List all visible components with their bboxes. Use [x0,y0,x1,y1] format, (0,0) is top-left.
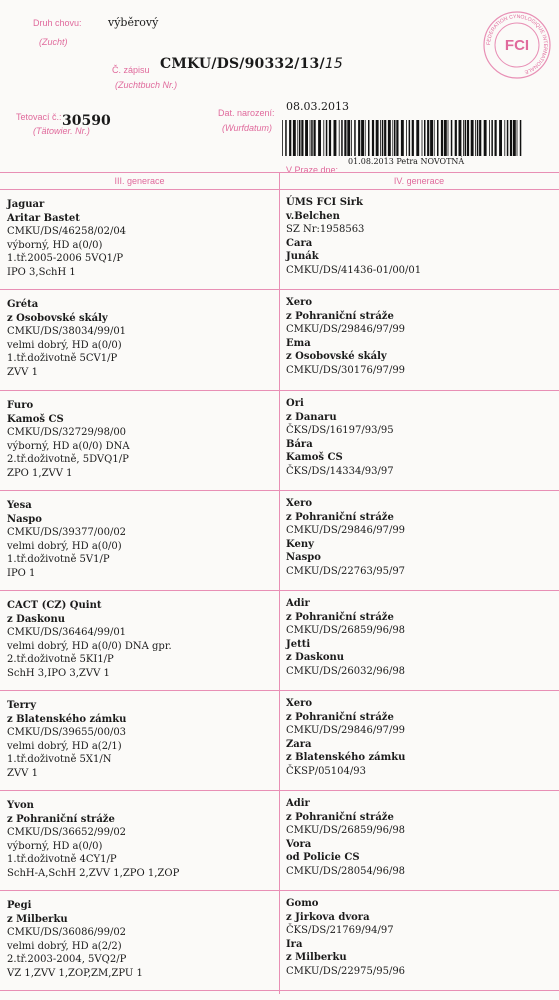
grandparent-line: SchH-A,SchH 2,ZVV 1,ZPO 1,ZOP [7,867,180,879]
barcode-bar [448,120,449,156]
great-grandparent-line: ÚMS FCI Sirk [286,197,363,208]
barcode-bar [314,120,316,156]
barcode-bar [368,120,370,156]
barcode-bar [396,120,398,156]
breed-label: Druh chovu: [33,18,82,28]
great-grandparent-line: CMKU/DS/26859/96/98 [286,625,406,637]
tattoo-value: 30590 [62,113,111,129]
barcode-bar [372,120,374,156]
great-grandparent-line: Junák [286,251,319,263]
grandparent-line: IPO 1 [7,567,36,579]
barcode-bar [361,120,364,156]
grandparent-line: 1.tř.doživotně 4CY1/P [7,854,117,866]
grandparent-line: z Daskonu [7,613,66,625]
barcode-bar [293,120,296,156]
grandparent-line: z Pohraniční stráže [7,813,115,825]
generation-4-header: IV. generace [393,176,445,186]
great-grandparent-line: v.Belchen [286,210,340,222]
barcode-bar [430,120,433,156]
great-grandparent-line: Naspo [286,552,321,564]
barcode-bar [339,120,340,156]
barcode-bar [513,120,516,156]
grandparent-cell [7,298,272,380]
great-grandparent-line: ČKSP/05104/93 [286,765,366,777]
great-grandparent-line: CMKU/DS/22763/95/97 [286,565,406,577]
tattoo-label: Tetovací č.: [16,112,62,122]
barcode-bar [489,120,490,156]
great-grandparent-line: ČKS/DS/16197/93/95 [286,425,394,437]
great-grandparent-line: Xero [286,297,313,308]
great-grandparent-line: Adir [286,798,310,809]
grandparent-line: ZPO 1,ZVV 1 [7,467,73,479]
great-grandparent-line: Adir [286,598,310,609]
great-grandparent-line: CMKU/DS/41436-01/00/01 [286,264,422,276]
grandparent-cell [7,499,272,581]
grandparent-cell [7,198,272,280]
barcode-bar [422,120,423,156]
barcode-bar [465,120,467,156]
barcode-bar [475,120,476,156]
barcode-bar [334,120,337,156]
great-grandparents-cell [286,397,554,479]
grandparent-line: CMKU/DS/32729/98/00 [7,427,127,439]
barcode-bar [282,120,283,156]
grandparent-line: z Blatenského zámku [7,713,127,725]
great-grandparent-line: Zara [286,738,312,750]
barcode-bar [388,120,391,156]
barcode-bar [441,120,443,156]
grandparent-line: 2.tř.2003-2004, 5VQ2/P [7,954,127,966]
grandparent-line: Terry [7,700,37,711]
grandparent-line: 1.tř.doživotně 5X1/N [7,754,112,766]
grandparent-line: velmi dobrý, HD a(0/0) [7,540,122,552]
grandparent-line: CMKU/DS/39655/00/03 [7,727,127,739]
grandparent-line: z Milberku [7,913,68,925]
barcode-bar [382,120,384,156]
great-grandparent-line: ČKS/DS/21769/94/97 [286,925,394,937]
great-grandparent-line: z Milberku [286,952,347,964]
grandparent-line: SchH 3,IPO 3,ZVV 1 [7,667,110,679]
barcode-bar [517,120,518,156]
grandparent-cell [7,799,272,881]
grandparent-line: CMKU/DS/38034/99/01 [7,326,127,338]
great-grandparent-line: Jetti [286,638,311,650]
breed-label-de: (Zucht) [39,37,68,47]
great-grandparent-line: CMKU/DS/26859/96/98 [286,825,406,837]
grandparent-line: Aritar Bastet [7,212,80,224]
barcode-bar [305,120,308,156]
great-grandparent-line: z Blatenského zámku [286,752,406,764]
grandparent-line: IPO 3,SchH 1 [7,266,76,278]
grandparent-line: výborný, HD a(0/0) [7,840,103,852]
grandparent-line: Kamoš CS [7,413,64,425]
grandparent-line: 2.tř.doživotně 5KI1/P [7,654,114,666]
barcode-bar [424,120,426,156]
grandparent-line: CMKU/DS/39377/00/02 [7,527,127,539]
stud-label: Č. zápisu [112,65,150,75]
barcode-bar [297,120,298,156]
barcode-bar [412,120,414,156]
grandparent-line: ZVV 1 [7,366,38,378]
great-grandparents-cell [286,697,554,779]
barcode-bar [392,120,393,156]
great-grandparents-cell [286,897,554,979]
great-grandparent-line: SZ Nr:1958563 [286,224,365,236]
barcode-bar [463,120,464,156]
barcode-bar [326,120,328,156]
registration-number [160,56,343,72]
barcode-bar [484,120,487,156]
great-grandparent-line: CMKU/DS/30176/97/99 [286,364,406,376]
column-divider [279,172,280,994]
barcode-bar [380,120,381,156]
grandparent-cell [7,699,272,781]
barcode-bar [341,120,343,156]
great-grandparent-line: z Danaru [286,411,337,423]
barcode-bar [401,120,404,156]
generation-3-header: III. generace [114,176,165,186]
barcode-bar [365,120,366,156]
barcode-bar [311,120,313,156]
barcode-bar [318,120,321,156]
grandparent-line: velmi dobrý, HD a(0/0) DNA gpr. [7,640,172,652]
grandparent-line: velmi dobrý, HD a(2/1) [7,740,122,752]
grandparent-line: Yesa [7,500,32,511]
barcode-bar [507,120,509,156]
grandparent-line: z Osobovské skály [7,312,108,324]
dob-label: Dat. narození: [218,108,275,118]
great-grandparent-line: Ema [286,337,311,349]
great-grandparent-line: z Osobovské skály [286,351,387,363]
great-grandparent-line: CMKU/DS/29846/97/99 [286,725,406,737]
barcode-bar [289,120,291,156]
barcode-bar [467,120,469,156]
barcode-bar [301,120,303,156]
great-grandparent-line: Ira [286,938,303,950]
grandparent-line: Gréta [7,299,39,310]
great-grandparent-line: Cara [286,237,313,249]
barcode-bar [351,120,352,156]
barcode-bar [479,120,481,156]
great-grandparent-line: z Pohraniční stráže [286,310,394,322]
great-grandparent-line: Bára [286,438,313,450]
grandparent-line: Yvon [7,800,34,811]
dob-value: 08.03.2013 [286,100,349,113]
barcode-bar [310,120,311,156]
great-grandparent-line: z Jirkova dvora [286,911,370,923]
barcode-bar [344,120,346,156]
great-grandparent-line: Gomo [286,898,319,909]
great-grandparent-line: z Pohraniční stráže [286,511,394,523]
dob-label-de: (Wurfdatum) [222,123,273,133]
great-grandparent-line: CMKU/DS/29846/97/99 [286,525,406,537]
barcode-bar [409,120,411,156]
great-grandparent-line: od Policie CS [286,852,360,864]
issued-line: 01.08.2013 Petra NOVOTNÁ [348,157,465,166]
grandparent-cell [7,599,272,681]
barcode-bar [499,120,502,156]
grandparent-line: Jaguar [7,199,45,210]
grandparent-line: 1.tř.doživotně 5CV1/P [7,353,118,365]
barcode-bar [416,120,419,156]
barcode-bar [434,120,435,156]
great-grandparents-cell [286,597,554,679]
barcode-bar [394,120,396,156]
grandparent-line: CMKU/DS/36086/99/02 [7,927,127,939]
grandparent-line: velmi dobrý, HD a(2/2) [7,940,122,952]
grandparent-line: 1.tř.doživotně 5V1/P [7,554,110,566]
great-grandparent-line: Keny [286,538,314,550]
grandparent-line: Naspo [7,513,42,525]
registration-number-handwritten: 15 [324,56,344,72]
barcode-bar [437,120,439,156]
barcode-bar [477,120,479,156]
barcode-bar [329,120,331,156]
great-grandparent-line: z Pohraniční stráže [286,611,394,623]
barcode-bar [347,120,350,156]
great-grandparents-cell [286,797,554,879]
great-grandparent-line: Xero [286,698,313,709]
grandparent-line: CMKU/DS/46258/02/04 [7,226,127,238]
registration-number-main: CMKU/DS/90332/13/ [160,56,325,72]
stud-label-de: (Zuchtbuch Nr.) [115,80,178,90]
grandparent-cell [7,899,272,981]
great-grandparent-line: Xero [286,498,313,509]
great-grandparent-line: z Daskonu [286,652,345,664]
great-grandparent-line: CMKU/DS/28054/96/98 [286,865,406,877]
grandparent-line: velmi dobrý, HD a(0/0) [7,339,122,351]
barcode-bar [455,120,457,156]
barcode-graphic [282,120,522,156]
great-grandparents-cell [286,196,554,278]
barcode-bar [427,120,429,156]
great-grandparent-line: Kamoš CS [286,452,343,464]
barcode-bar [459,120,462,156]
barcode-bar [299,120,301,156]
barcode-bar [510,120,512,156]
barcode-bar [406,120,407,156]
grandparent-line: 1.tř.2005-2006 5VQ1/P [7,253,124,265]
grandparent-line: 2.tř.doživotně, 5DVQ1/P [7,454,129,466]
breed-value: výběrový [108,16,159,29]
grandparent-line: výborný, HD a(0/0) DNA [7,440,130,452]
barcode-bar [384,120,386,156]
barcode-bar [358,120,360,156]
barcode-bar [444,120,447,156]
seal-fci-text: FCI [504,37,530,54]
grandparent-line: Pegi [7,900,32,911]
grandparent-line: VZ 1,ZVV 1,ZOP,ZM,ZPU 1 [7,967,143,979]
fci-seal-icon [482,10,552,80]
grandparent-line: Furo [7,400,34,411]
grandparent-line: CACT (CZ) Quint [7,600,102,611]
great-grandparent-line: CMKU/DS/26032/96/98 [286,665,406,677]
barcode-bar [354,120,356,156]
barcode-bar [323,120,324,156]
grandparent-line: CMKU/DS/36652/99/02 [7,827,127,839]
barcode-bar [495,120,497,156]
barcode-bar [471,120,474,156]
grandparent-line: výborný, HD a(0/0) [7,239,103,251]
great-grandparent-line: z Pohraniční stráže [286,711,394,723]
grandparent-line: CMKU/DS/36464/99/01 [7,627,127,639]
great-grandparent-line: Ori [286,398,304,409]
great-grandparents-cell [286,497,554,579]
barcode-bar [376,120,379,156]
place-label: V Praze dne: [286,165,339,175]
seal-ring-text: FEDERATION CYNOLOGIQUE INTERNATIONALE [485,13,549,75]
grandparent-cell [7,399,272,481]
great-grandparent-line: Vora [286,838,312,850]
great-grandparent-line: ČKS/DS/14334/93/97 [286,465,394,477]
barcode-bar [520,120,522,156]
great-grandparents-cell [286,296,554,378]
tattoo-label-de: (Tätowier. Nr.) [33,126,90,136]
great-grandparent-line: CMKU/DS/29846/97/99 [286,324,406,336]
barcode-bar [285,120,287,156]
grandparent-line: ZVV 1 [7,767,38,779]
great-grandparent-line: CMKU/DS/22975/95/96 [286,965,406,977]
barcode-bar [451,120,453,156]
barcode-bar [504,120,505,156]
great-grandparent-line: z Pohraniční stráže [286,811,394,823]
barcode-bar [491,120,493,156]
